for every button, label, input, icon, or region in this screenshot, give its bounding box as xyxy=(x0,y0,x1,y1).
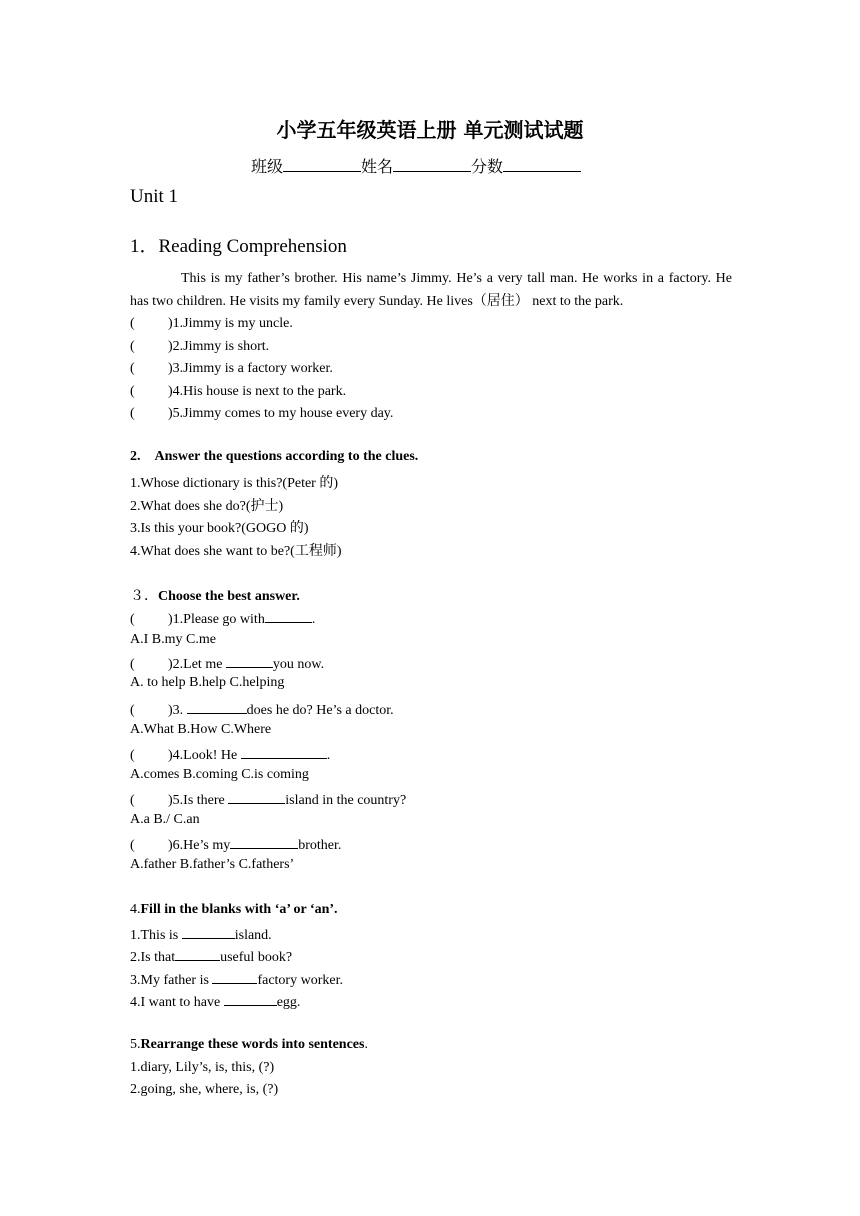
section3-question: ( )3. does he do? He’s a doctor. xyxy=(130,700,394,719)
section1-item: ( )2.Jimmy is short. xyxy=(130,339,270,354)
section1-item: ( )5.Jimmy comes to my house every day. xyxy=(130,406,394,421)
section3-options: A.What B.How C.Where xyxy=(130,722,272,737)
section4-item: 3.My father is factory worker. xyxy=(130,970,343,989)
section3-heading: ３．Choose the best answer. xyxy=(130,589,300,604)
section2-heading: 2. Answer the questions according to the clues. xyxy=(130,449,419,464)
section2-item: 4.What does she want to be?(工程师) xyxy=(130,544,342,559)
answer-blank[interactable] xyxy=(226,654,273,668)
section5-item: 2.going, she, where, is, (?) xyxy=(130,1082,279,1097)
class-label: 班级 xyxy=(251,157,284,176)
section2-item: 2.What does she do?(护士) xyxy=(130,499,284,514)
section5-heading: 5.Rearrange these words into sentences. xyxy=(130,1037,368,1052)
section3-question: ( )6.He’s my brother. xyxy=(130,835,341,854)
section1-item: ( )1.Jimmy is my uncle. xyxy=(130,316,293,331)
section3-question: ( )1.Please go with . xyxy=(130,609,315,628)
answer-blank[interactable] xyxy=(265,609,312,623)
section1-item: ( )4.His house is next to the park. xyxy=(130,384,347,399)
section5-item: 1.diary, Lily’s, is, this, (?) xyxy=(130,1060,275,1075)
answer-blank[interactable] xyxy=(228,790,285,804)
answer-blank[interactable] xyxy=(182,925,235,939)
answer-blank[interactable] xyxy=(224,992,277,1006)
answer-blank[interactable] xyxy=(241,745,327,759)
score-label: 分数 xyxy=(471,157,504,176)
section3-options: A.father B.father’s C.fathers’ xyxy=(130,857,295,872)
unit-heading: Unit 1 xyxy=(130,186,179,207)
section4-heading: 4.Fill in the blanks with ‘a’ or ‘an’. xyxy=(130,902,338,917)
score-blank[interactable] xyxy=(503,157,581,172)
section3-options: A.a B./ C.an xyxy=(130,812,200,827)
name-label: 姓名 xyxy=(361,157,394,176)
reading-passage: This is my father’s brother. His name’s Jimmy. He’s a very tall man. He works in a factory. He has two children. He visits my family every Sunday. He lives（居住） next to the park. xyxy=(130,271,732,309)
class-blank[interactable] xyxy=(283,157,361,172)
page-title: 小学五年级英语上册 单元测试试题 xyxy=(276,118,584,142)
section4-item: 2.Is that useful book? xyxy=(130,947,292,966)
header-fields xyxy=(251,154,581,177)
section1-heading: 1．Reading Comprehension xyxy=(130,236,347,257)
section4-item: 1.This is island. xyxy=(130,925,272,944)
answer-blank[interactable] xyxy=(230,835,298,849)
section3-options: A.comes B.coming C.is coming xyxy=(130,767,309,782)
section2-item: 1.Whose dictionary is this?(Peter 的) xyxy=(130,476,339,491)
answer-blank[interactable] xyxy=(212,970,257,984)
answer-blank[interactable] xyxy=(187,700,247,714)
section3-question: ( )4.Look! He . xyxy=(130,745,330,764)
section3-question: ( )2.Let me you now. xyxy=(130,654,324,673)
section3-options: A.I B.my C.me xyxy=(130,632,216,647)
section1-item: ( )3.Jimmy is a factory worker. xyxy=(130,361,333,376)
section2-item: 3.Is this your book?(GOGO 的) xyxy=(130,521,309,536)
name-blank[interactable] xyxy=(393,157,471,172)
answer-blank[interactable] xyxy=(175,947,220,961)
section3-question: ( )5.Is there island in the country? xyxy=(130,790,406,809)
section3-options: A. to help B.help C.helping xyxy=(130,675,285,690)
section4-item: 4.I want to have egg. xyxy=(130,992,300,1011)
